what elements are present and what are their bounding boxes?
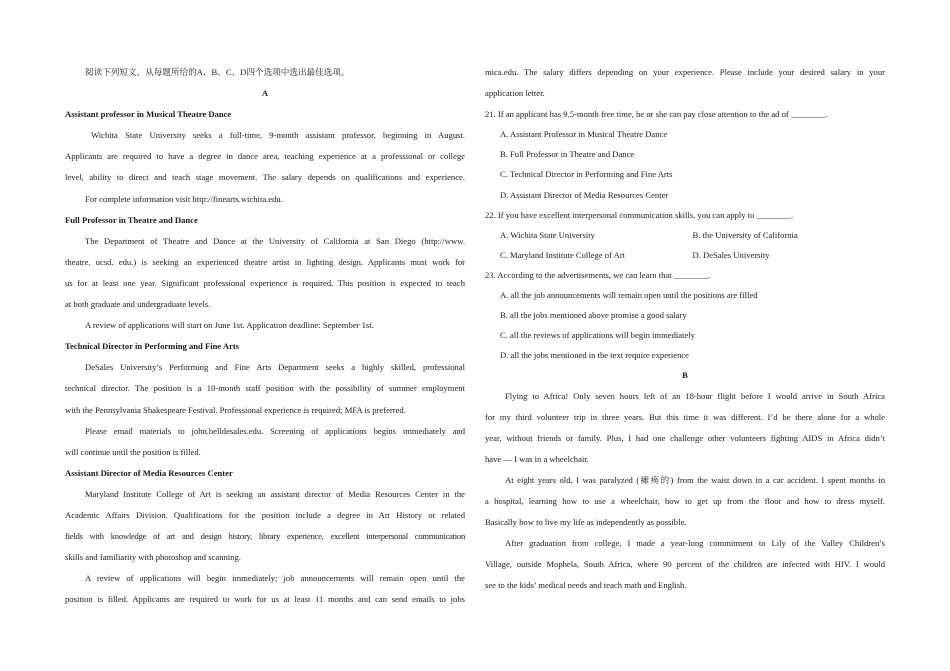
- question-23-option: D. all the jobs mentioned in the text require experience: [500, 350, 689, 361]
- ad4-line: A review of applications will begin immediately; job announcements will remain open until the: [85, 573, 465, 584]
- question-21-stem: 21. If an applicant has 9.5-month free time, he or she can pay close attention to the ad of ________.: [485, 109, 828, 120]
- ad4-line: Academic Affairs Division. Qualifications for the position include a degree in Art History or related: [65, 509, 465, 520]
- ad2-line: theatre. ucsd. edu.) is seeking an experienced theatre artist in lighting design. Applicants must work for: [65, 256, 465, 267]
- ad3-title: Technical Director in Performing and Fine Arts: [65, 341, 240, 352]
- ad2-line: A review of applications will start on June 1st. Application deadline: September 1st.: [85, 320, 374, 331]
- question-22-options-row: [485, 245, 885, 265]
- ad3-line: technical director. The position is a 10-month staff position with the possibility of summer employment: [65, 383, 465, 394]
- ad3-line: will continue until the position is filled.: [65, 446, 201, 457]
- question-22-option: B. the University of California: [692, 229, 798, 240]
- question-22-options-row: [485, 225, 885, 245]
- left-column: [65, 62, 465, 610]
- passage-b-line: for my third volunteer trip in three years. But this time it was different. I’d be there alone for a whole: [485, 411, 885, 422]
- passage-b-line: a hospital, learning how to use a wheelchair, how to get up from the floor and how to dress myself.: [485, 495, 885, 506]
- ad4-line: position is filled. Applicants are required to work for us at least 11 months and can send emails to jobs: [65, 594, 465, 605]
- ad2-line: The Department of Theatre and Dance at the University of California at San Diego (http://www.: [85, 235, 465, 246]
- question-21-option: D. Assistant Director of Media Resources Center: [500, 189, 669, 200]
- ad4-continued-line: application letter.: [485, 88, 545, 99]
- ad2-line: at both graduate and undergraduate levels.: [65, 299, 211, 310]
- question-22-option: D. DeSales University: [692, 249, 770, 260]
- ad1-title: Assistant professor in Musical Theatre Dance: [65, 109, 232, 120]
- ad3-line: with the Pennsylvania Shakespeare Festival. Professional experience is required; MFA is preferred.: [65, 404, 406, 415]
- ad4-line: fields with knowledge of art and design history, library experience, excellent interpersonal communication: [65, 531, 465, 542]
- passage-b-line: year, without friends or family. Plus, I had one challenge other volunteers fighting AIDS in Africa didn’t: [485, 432, 885, 443]
- question-21-option: B. Full Professor in Theatre and Dance: [500, 149, 635, 160]
- question-23-stem: 23. According to the advertisements, we can learn that ________.: [485, 269, 711, 280]
- question-23-option: C. all the reviews of applications will begin immediately: [500, 330, 695, 341]
- right-column: [485, 62, 885, 596]
- ad4-line: skills and familiarity with photoshop and scanning.: [65, 552, 241, 563]
- passage-b-line: see to the kids’ medical needs and teach math and English.: [485, 580, 687, 591]
- question-22-option: A. Wichita State University: [500, 229, 595, 240]
- section-a-heading: A: [261, 88, 269, 99]
- question-22-option: C. Maryland Institute College of Art: [500, 249, 626, 260]
- passage-b-line: After graduation from college, I made a year-long commitment to Lily of the Valley Children’s: [505, 538, 885, 549]
- passage-b-line: Basically how to live my life as independently as possible.: [485, 517, 687, 528]
- question-23-option: A. all the job announcements will remain open until the positions are filled: [500, 290, 758, 301]
- ad1-line: Wichita State University seeks a full-time, 9-month assistant professor, beginning in August.: [91, 130, 465, 141]
- question-22-stem: 22. If you have excellent interpersonal communication skills, you can apply to ________.: [485, 209, 794, 220]
- instruction: 阅读下列短文，从每题所给的A、B、C、D四个选项中选出最佳选项。: [85, 67, 350, 77]
- ad1-line: For complete information visit http://finearts.wichita.edu.: [85, 193, 283, 204]
- passage-b-line: Village, outside Mophela, South Africa, where 90 percent of the children are infected with HIV. I would: [485, 559, 885, 570]
- ad4-line: Maryland Institute College of Art is seeking an assistant director of Media Resources Center in the: [85, 488, 465, 499]
- passage-b-line: At eight years old, I was paralyzed (瘫痪的) from the waist down in a car accident. I spent months in: [505, 474, 885, 485]
- ad1-line: level, ability to direct and teach stage movement. The salary depends on qualifications and experience.: [65, 172, 465, 183]
- question-21-option: C. Technical Director in Performing and Fine Arts: [500, 169, 673, 180]
- ad4-title: Assistant Director of Media Resources Center: [65, 467, 233, 478]
- question-21-option: A. Assistant Professor in Musical Theatre Dance: [500, 129, 668, 140]
- passage-b-line: have — I was in a wheelchair.: [485, 453, 589, 464]
- passage-b-line: Flying to Africa! Only seven hours left of an 18-hour flight before I would arrive in South Africa: [505, 390, 885, 401]
- ad2-line: us for at least one year. Significant professional experience is required. This position is expected to teach: [65, 277, 465, 288]
- ad3-line: DeSales University’s Performing and Fine Arts Department seeks a highly skilled, professional: [85, 362, 465, 373]
- section-b-heading: B: [682, 370, 688, 381]
- ad3-line: Please email materials to john.belldesales.edu. Screening of applications begins immediately and: [85, 425, 465, 436]
- ad4-continued-line: mica.edu. The salary differs depending on your experience. Please include your desired salary in your: [485, 67, 885, 77]
- ad2-title: Full Professor in Theatre and Dance: [65, 214, 198, 225]
- ad1-line: Applicants are required to have a degree in dance area, teaching experience at a professional or college: [65, 151, 465, 162]
- question-23-option: B. all the jobs mentioned above promise a good salary: [500, 310, 687, 321]
